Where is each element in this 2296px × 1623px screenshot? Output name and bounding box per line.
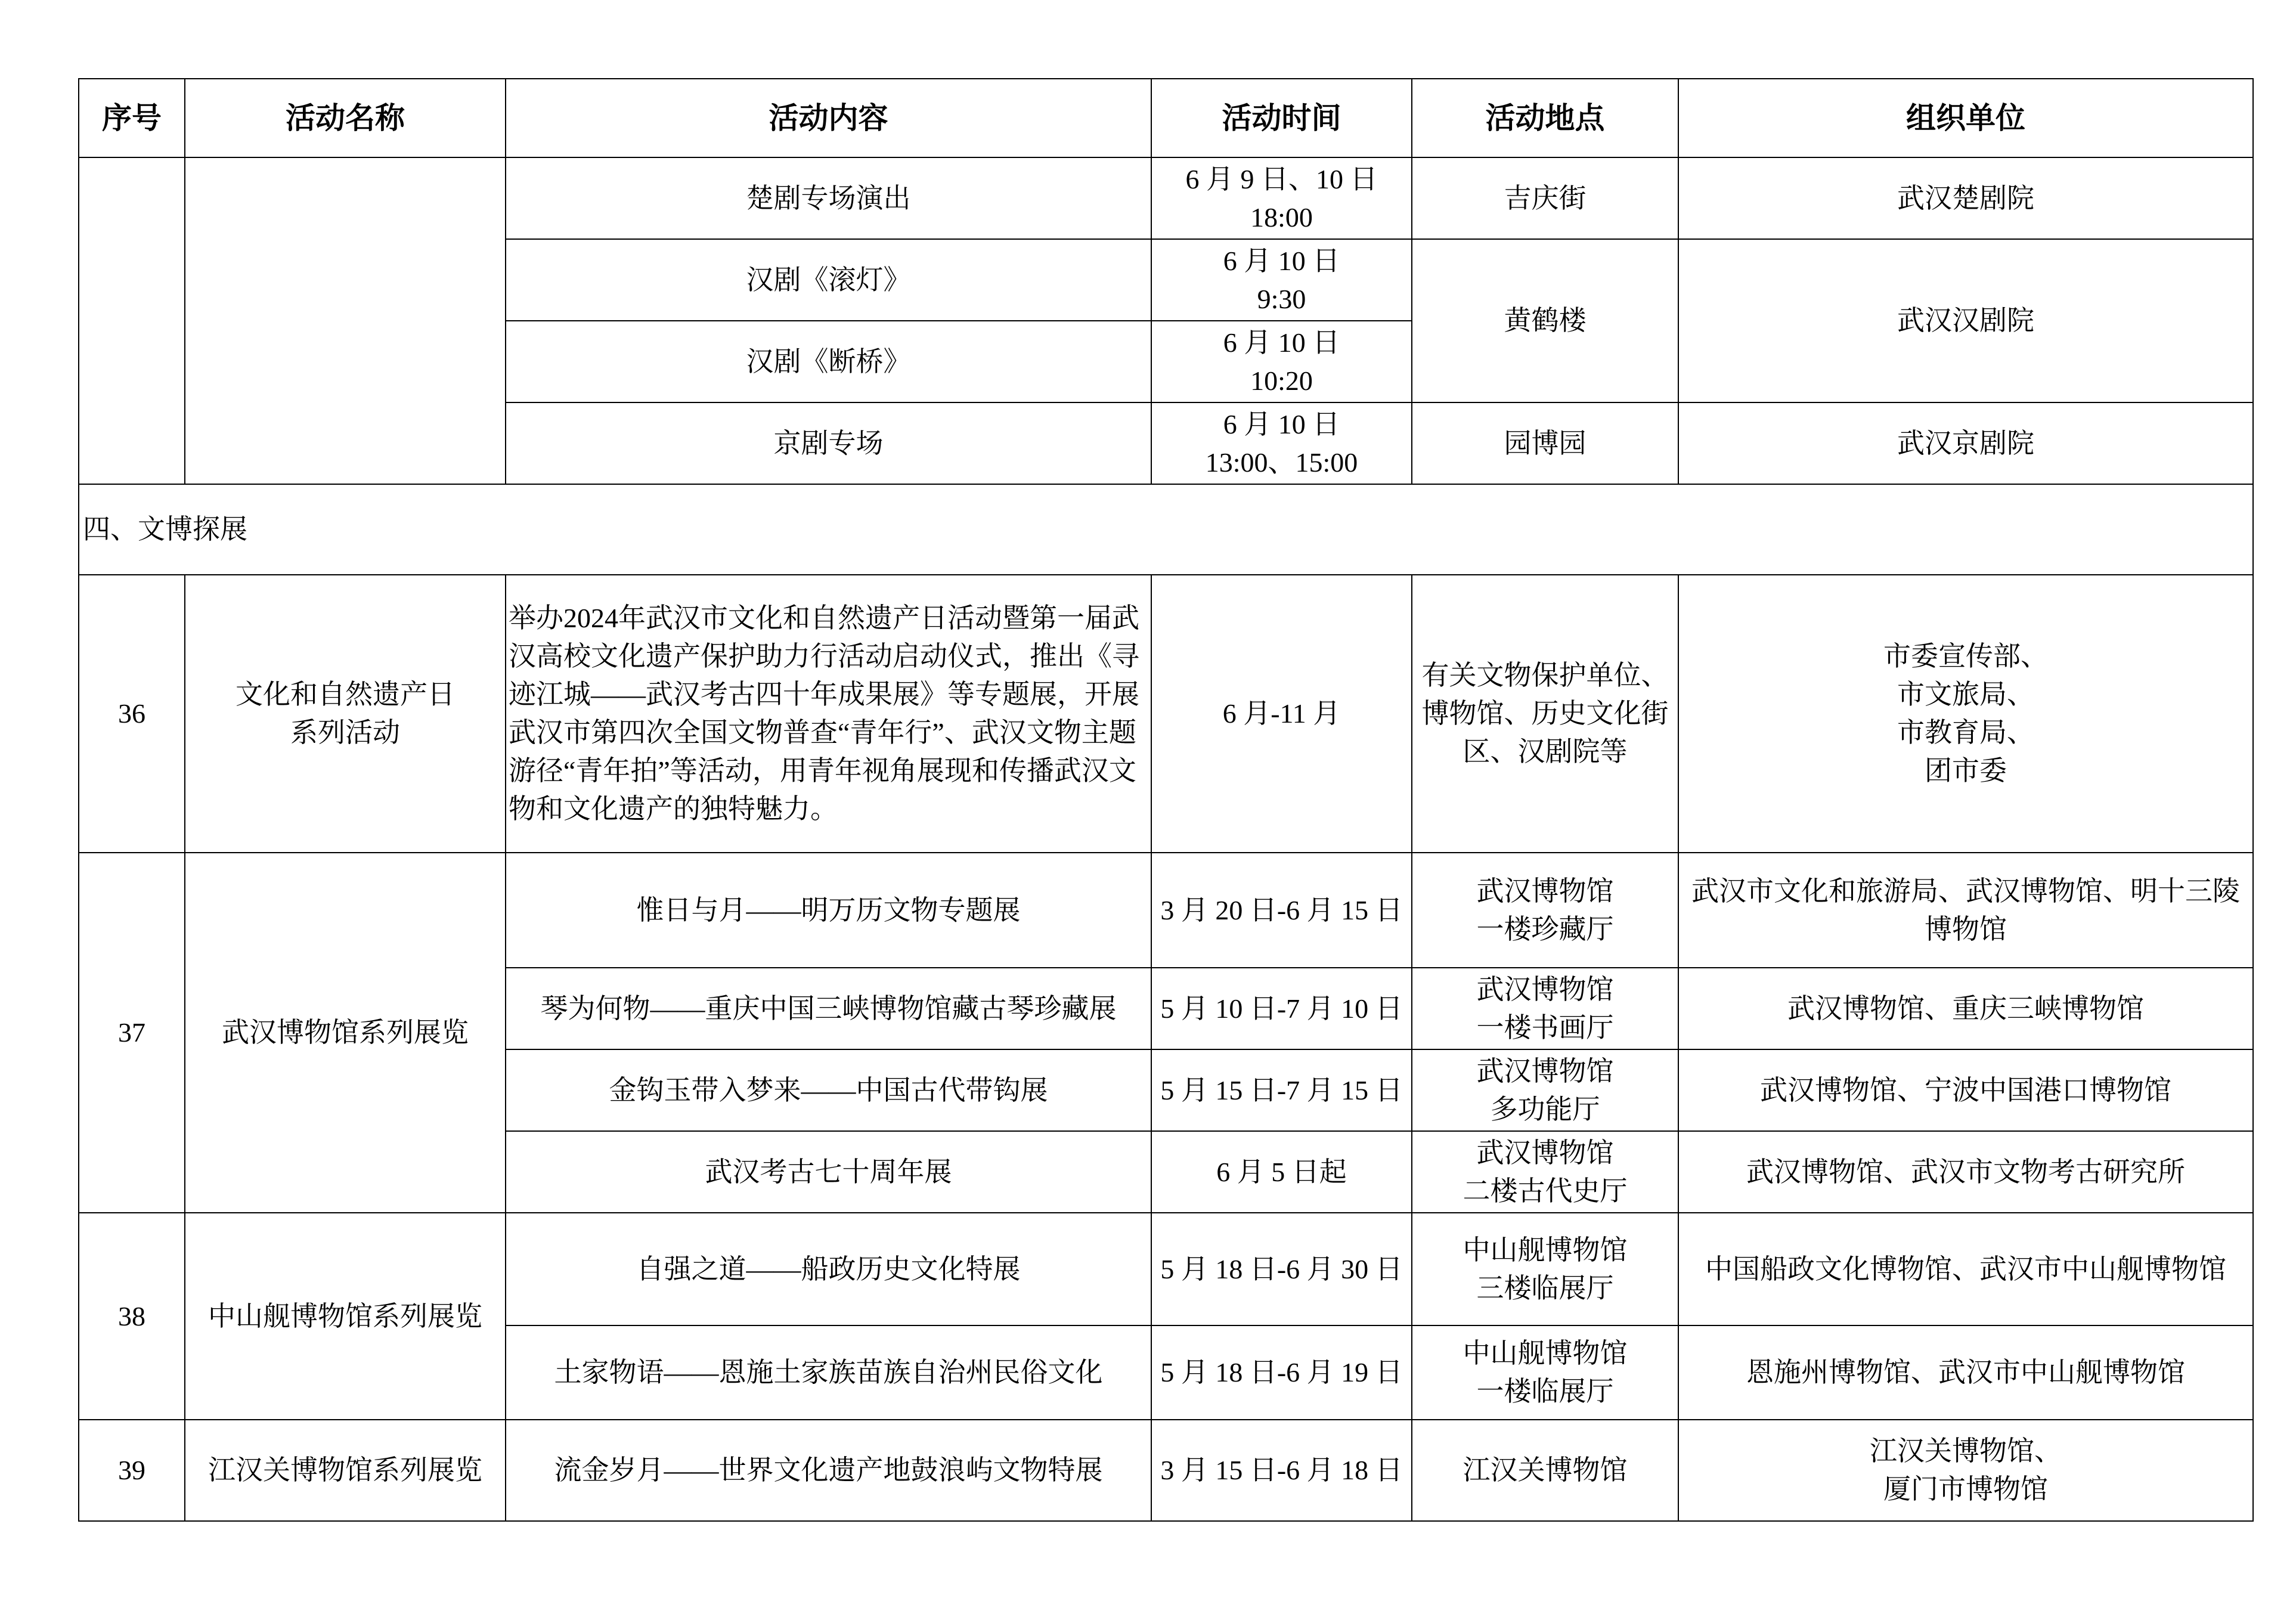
- org-cell: 市委宣传部、 市文旅局、 市教育局、 团市委: [1678, 575, 2253, 853]
- section-row: [79, 484, 2253, 575]
- header-seq: 序号: [79, 79, 185, 157]
- org-cell: 武汉博物馆、重庆三峡博物馆: [1678, 968, 2253, 1049]
- time-cell: 6 月-11 月: [1151, 575, 1412, 853]
- org-cell: 武汉京剧院: [1678, 402, 2253, 484]
- name-cell: 文化和自然遗产日 系列活动: [185, 575, 506, 853]
- header-row: [79, 79, 2253, 157]
- org-cell: 恩施州博物馆、武汉市中山舰博物馆: [1678, 1325, 2253, 1420]
- content-cell: 汉剧《滚灯》: [506, 239, 1151, 321]
- section-title: 四、文博探展: [79, 484, 2253, 575]
- time-cell: 5 月 18 日-6 月 19 日: [1151, 1325, 1412, 1420]
- name-cell: 武汉博物馆系列展览: [185, 853, 506, 1213]
- time-cell: 6 月 9 日、10 日 18:00: [1151, 157, 1412, 239]
- org-cell: 武汉博物馆、武汉市文物考古研究所: [1678, 1131, 2253, 1213]
- content-cell: 举办2024年武汉市文化和自然遗产日活动暨第一届武汉高校文化遗产保护助力行活动启动仪式，推出《寻迹江城——武汉考古四十年成果展》等专题展，开展武汉市第四次全国文物普查“青年行”、武汉文物主题游径“青年拍”等活动，用青年视角展现和传播武汉文物和文化遗产的独特魅力。: [506, 575, 1151, 853]
- time-cell: 6 月 5 日起: [1151, 1131, 1412, 1213]
- content-cell: 自强之道——船政历史文化特展: [506, 1213, 1151, 1325]
- place-cell: 武汉博物馆 二楼古代史厅: [1412, 1131, 1678, 1213]
- content-cell: 流金岁月——世界文化遗产地鼓浪屿文物特展: [506, 1420, 1151, 1521]
- org-cell: 江汉关博物馆、 厦门市博物馆: [1678, 1420, 2253, 1521]
- place-cell: 中山舰博物馆 一楼临展厅: [1412, 1325, 1678, 1420]
- seq-cell: 36: [79, 575, 185, 853]
- time-cell: 6 月 10 日 10:20: [1151, 321, 1412, 402]
- org-cell: 武汉楚剧院: [1678, 157, 2253, 239]
- content-cell: 琴为何物——重庆中国三峡博物馆藏古琴珍藏展: [506, 968, 1151, 1049]
- seq-cell: 37: [79, 853, 185, 1213]
- org-cell: 中国船政文化博物馆、武汉市中山舰博物馆: [1678, 1213, 2253, 1325]
- header-time: 活动时间: [1151, 79, 1412, 157]
- seq-cell: 38: [79, 1213, 185, 1420]
- org-cell: 武汉汉剧院: [1678, 239, 2253, 402]
- seq-cell-empty: [79, 157, 185, 484]
- place-cell: 有关文物保护单位、博物馆、历史文化街区、汉剧院等: [1412, 575, 1678, 853]
- content-cell: 京剧专场: [506, 402, 1151, 484]
- time-cell: 5 月 15 日-7 月 15 日: [1151, 1049, 1412, 1131]
- place-cell: 园博园: [1412, 402, 1678, 484]
- content-cell: 楚剧专场演出: [506, 157, 1151, 239]
- place-cell: 武汉博物馆 一楼书画厅: [1412, 968, 1678, 1049]
- content-cell: 金钩玉带入梦来——中国古代带钩展: [506, 1049, 1151, 1131]
- seq-cell: 39: [79, 1420, 185, 1521]
- org-cell: 武汉博物馆、宁波中国港口博物馆: [1678, 1049, 2253, 1131]
- time-cell: 5 月 10 日-7 月 10 日: [1151, 968, 1412, 1049]
- content-cell: 土家物语——恩施土家族苗族自治州民俗文化: [506, 1325, 1151, 1420]
- activity-table: [78, 78, 2254, 1522]
- place-cell: 中山舰博物馆 三楼临展厅: [1412, 1213, 1678, 1325]
- content-cell: 武汉考古七十周年展: [506, 1131, 1151, 1213]
- content-cell: 汉剧《断桥》: [506, 321, 1151, 402]
- header-org: 组织单位: [1678, 79, 2253, 157]
- org-cell: 武汉市文化和旅游局、武汉博物馆、明十三陵博物馆: [1678, 853, 2253, 968]
- table-row: [79, 1213, 2253, 1325]
- header-content: 活动内容: [506, 79, 1151, 157]
- place-cell: 武汉博物馆 多功能厅: [1412, 1049, 1678, 1131]
- header-place: 活动地点: [1412, 79, 1678, 157]
- time-cell: 5 月 18 日-6 月 30 日: [1151, 1213, 1412, 1325]
- name-cell-empty: [185, 157, 506, 484]
- place-cell: 黄鹤楼: [1412, 239, 1678, 402]
- time-cell: 6 月 10 日 9:30: [1151, 239, 1412, 321]
- table-row: [79, 575, 2253, 853]
- time-cell: 3 月 20 日-6 月 15 日: [1151, 853, 1412, 968]
- name-cell: 中山舰博物馆系列展览: [185, 1213, 506, 1420]
- name-cell: 江汉关博物馆系列展览: [185, 1420, 506, 1521]
- table-row: [79, 157, 2253, 239]
- time-cell: 3 月 15 日-6 月 18 日: [1151, 1420, 1412, 1521]
- content-cell: 惟日与月——明万历文物专题展: [506, 853, 1151, 968]
- time-cell: 6 月 10 日 13:00、15:00: [1151, 402, 1412, 484]
- place-cell: 武汉博物馆 一楼珍藏厅: [1412, 853, 1678, 968]
- table-row: [79, 853, 2253, 968]
- table-row: [79, 1420, 2253, 1521]
- place-cell: 江汉关博物馆: [1412, 1420, 1678, 1521]
- place-cell: 吉庆街: [1412, 157, 1678, 239]
- header-name: 活动名称: [185, 79, 506, 157]
